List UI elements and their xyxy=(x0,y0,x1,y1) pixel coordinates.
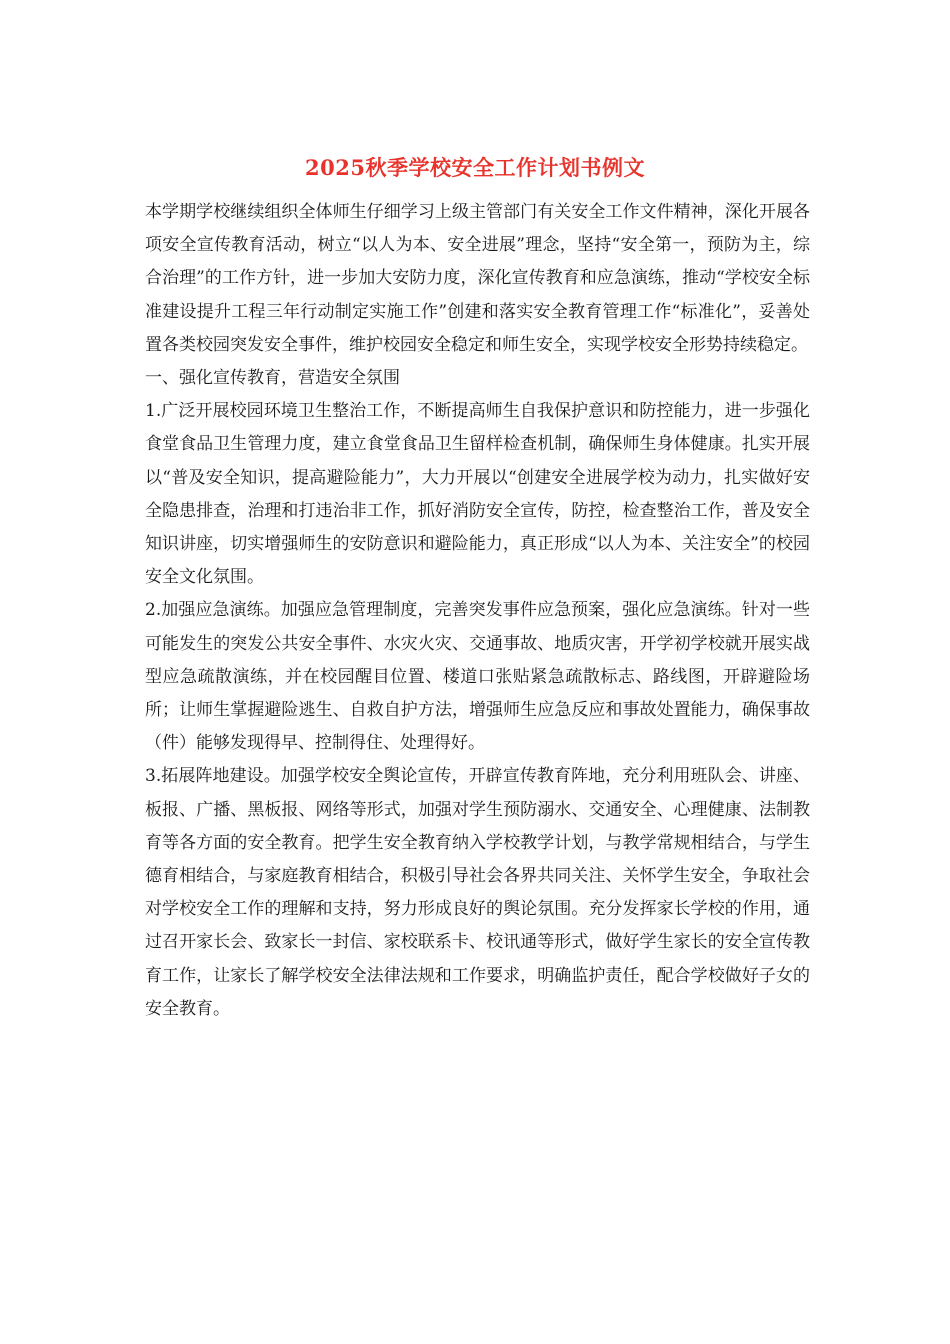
item-paragraph-1: 1.广泛开展校园环境卫生整治工作，不断提高师生自我保护意识和防控能力，进一步强化食堂食品卫生管理力度，建立食堂食品卫生留样检查机制，确保师生身体健康。扎实开展以“普及安全知识，提高避险能力”，大力开展以“创建安全进展学校为动力，扎实做好安全隐患排查，治理和打违治非工作，抓好消防安全宣传，防控，检查整治工作，普及安全知识讲座，切实增强师生的安防意识和避险能力，真正形成“以人为本、关注安全”的校园安全文化氛围。 xyxy=(145,401,810,588)
section-heading-1: 一、强化宣传教育，营造安全氛围 xyxy=(145,368,400,389)
document-title: 2025秋季学校安全工作计划书例文 xyxy=(305,155,645,180)
item-paragraph-2: 2.加强应急演练。加强应急管理制度，完善突发事件应急预案，强化应急演练。针对一些可能发生的突发公共安全事件、水灾火灾、交通事故、地质灾害，开学初学校就开展实战型应急疏散演练，并在校园醒目位置、楼道口张贴紧急疏散标志、路线图，开辟避险场所；让师生掌握避险逃生、自救自护方法，增强师生应急反应和事故处置能力，确保事故（件）能够发现得早、控制得住、处理得好。 xyxy=(145,600,810,754)
item-paragraph-3: 3.拓展阵地建设。加强学校安全舆论宣传，开辟宣传教育阵地，充分利用班队会、讲座、板报、广播、黑板报、网络等形式，加强对学生预防溺水、交通安全、心理健康、法制教育等各方面的安全教育。把学生安全教育纳入学校教学计划，与教学常规相结合，与学生德育相结合，与家庭教育相结合，积极引导社会各界共同关注、关怀学生安全，争取社会对学校安全工作的理解和支持，努力形成良好的舆论氛围。充分发挥家长学校的作用，通过召开家长会、致家长一封信、家校联系卡、校讯通等形式，做好学生家长的安全宣传教育工作，让家长了解学校安全法律法规和工作要求，明确监护责任，配合学校做好子女的安全教育。 xyxy=(145,766,810,1019)
intro-paragraph: 本学期学校继续组织全体师生仔细学习上级主管部门有关安全工作文件精神，深化开展各项安全宣传教育活动，树立“以人为本、安全进展”理念，坚持“安全第一，预防为主，综合治理”的工作方针，进一步加大安防力度，深化宣传教育和应急演练，推动“学校安全标准建设提升工程三年行动制定实施工作”创建和落实安全教育管理工作“标准化”，妥善处置各类校园突发安全事件，维护校园安全稳定和师生安全，实现学校安全形势持续稳定。 xyxy=(145,202,810,355)
document-body xyxy=(145,196,810,1026)
